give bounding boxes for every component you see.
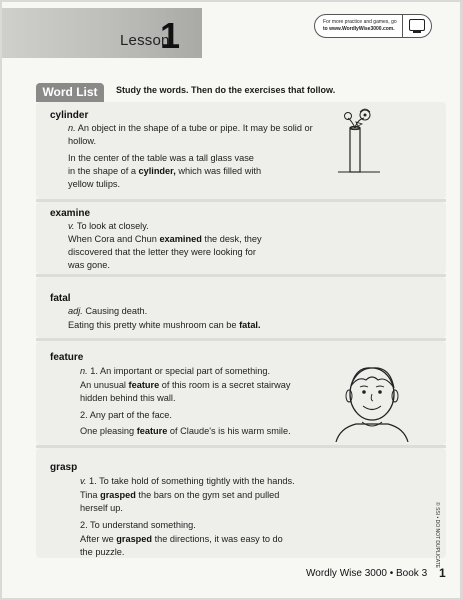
entry-example-2 [80,533,340,559]
definition-text: 1. To take hold of something tightly with the hands. [89,476,295,486]
entry-examine [36,202,446,274]
entry-definition-2: 2. To understand something. [80,520,196,530]
example-text: After we [80,534,114,544]
entry-example [68,319,368,332]
bold-word: fatal. [239,320,261,330]
example-text: the desk, they [204,234,262,244]
bold-word: feature [136,426,168,436]
example-text: of Claude's is his warm smile. [169,426,291,436]
word-list-tab: Word List [36,83,104,102]
definition-text: 1. An important or special part of something. [90,366,270,376]
workbook-page [2,2,460,598]
bold-word: feature [128,380,160,390]
entry-definition [80,475,360,488]
word-list-instructions: Study the words. Then do the exercises that follow. [116,85,336,95]
entry-definition [68,220,328,233]
example-text: discovered that the letter they were looking for [68,247,256,257]
entry-word: grasp [50,462,78,473]
entry-example [80,379,340,405]
entry-grasp [36,448,446,558]
entry-word: examine [50,208,91,219]
part-of-speech: n. [80,366,88,376]
lesson-label: Lesson [120,32,170,49]
copyright-notice: © SSI • DO NOT DUPLICATE [434,502,440,569]
example-text: the directions, it was easy to do [154,534,283,544]
entry-example [80,489,340,515]
entry-fatal [36,277,446,338]
example-text: the puzzle. [80,547,125,557]
part-of-speech: v. [68,221,75,231]
entry-word: cylinder [50,110,89,121]
entry-example [68,233,368,272]
bold-word: cylinder, [138,166,176,176]
monitor-icon [409,19,425,31]
example-text: in the shape of a [68,166,136,176]
lesson-number: 1 [160,15,181,56]
example-text: the bars on the gym set and pulled [138,490,280,500]
book-footer: Wordly Wise 3000 • Book 3 [306,568,428,579]
example-text: An unusual [80,380,126,390]
part-of-speech: v. [80,476,87,486]
example-text: Tina [80,490,98,500]
example-line: In the center of the table was a tall glass vase [68,153,254,163]
entry-cylinder [36,102,446,199]
entry-word: feature [50,352,84,363]
bold-word: grasped [100,490,136,500]
bold-word: grasped [116,534,153,544]
entry-definition-2: 2. Any part of the face. [80,410,172,420]
example-text: Eating this pretty white mushroom can be [68,320,237,330]
definition-text: An object in the shape of a tube or pipe. It may be solid or hollow. [68,123,313,146]
example-text: One pleasing [80,426,135,436]
definition-text: To look at closely. [76,221,149,231]
example-text: which was filled with [178,166,262,176]
entry-definition [80,365,340,378]
promo-line-2: to www.WordlyWise3000.com. [323,26,395,32]
example-text: hidden behind this wall. [80,393,176,403]
vase-illustration-icon [336,106,382,174]
entry-definition [68,122,328,148]
example-text: When Cora and Chun [68,234,157,244]
entry-example [68,152,368,191]
bold-word: examined [159,234,202,244]
entry-definition [68,305,328,318]
example-text: yellow tulips. [68,179,121,189]
boy-face-illustration-icon [332,358,412,442]
part-of-speech: n. [68,123,76,133]
entry-example-2 [80,425,350,438]
promo-line-1: For more practice and games, go [323,19,397,25]
example-text: was gone. [68,260,110,270]
page-number: 1 [439,566,446,580]
example-text: herself up. [80,503,123,513]
part-of-speech: adj. [68,306,83,316]
example-text: of this room is a secret stairway [161,380,291,390]
entry-word: fatal [50,293,71,304]
definition-text: Causing death. [85,306,148,316]
